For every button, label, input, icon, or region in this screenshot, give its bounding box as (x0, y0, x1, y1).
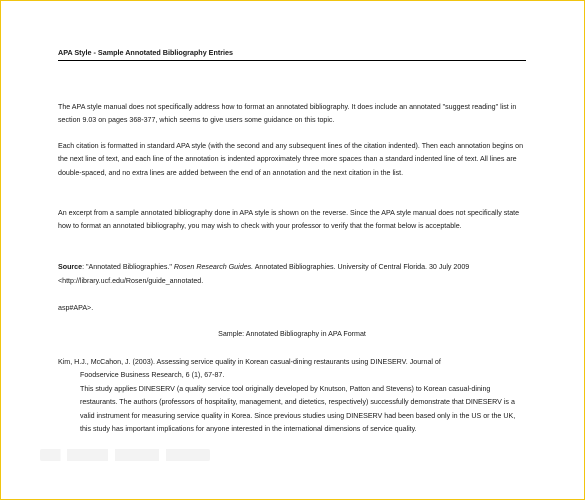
watermark (40, 449, 210, 461)
paragraph-excerpt: An excerpt from a sample annotated bibliography done in APA style is shown on the reverse. Since the APA style manual does not specifically state how to format an annotated bibliography, you may wish to check with your professor to verify that the format below is acceptable. (58, 209, 520, 231)
paragraph-intro: The APA style manual does not specifically address how to format an annotated bibliography. It does include an annotated "suggest reading" list in section 9.03 on pages 368-377, which seems to give users some guidance on this topic. (58, 103, 517, 125)
citation-line-1: Kim, H.J., McCahon, J. (2003). Assessing service quality in Korean casual-dining restaurants using DINESERV. Journal of (58, 358, 441, 366)
source-post: Annotated Bibliographies. University of Central Florida. 30 July 2009 (253, 263, 470, 271)
citation-line-2: Foodservice Business Research, 6 (1), 67-87. (80, 371, 225, 380)
citation (58, 356, 526, 383)
source-url: <http://library.ucf.edu/Rosen/guide_annotated. (58, 277, 204, 285)
source-label: Source (58, 263, 83, 271)
source-pre: : "Annotated Bibliographies." (82, 263, 174, 271)
sample-title: Sample: Annotated Bibliography in APA Format (218, 330, 366, 338)
document-header: APA Style - Sample Annotated Bibliography Entries (58, 48, 526, 61)
annotation-text: This study applies DINESERV (a quality service tool originally developed by Knutson, Patton and Stevens) to Korean casual-dining restaurants. The authors (professors of hospitality, management, and dietetics, respectively) successfully demonstrate that DINESERV is a valid instrument for measuring service quality in Korea. Since previous studies using DINESERV had been based only in the US or the UK, this study has important implications for anyone interested in the international dimensions of service quality. (80, 385, 516, 434)
source-italic: Rosen Research Guides. (173, 263, 254, 271)
paragraph-format: Each citation is formatted in standard APA style (with the second and any subsequent lines of the citation indented). Then each annotation begins on the next line of text, and each line of the annotation is indented approximately three more spaces than a standard indented line of text. All lines are double-spaced, and no extra lines are added between the end of an annotation and the next citation in the list. (58, 142, 524, 177)
source-line (58, 261, 526, 274)
source-url-end: asp#APA>. (58, 304, 94, 312)
